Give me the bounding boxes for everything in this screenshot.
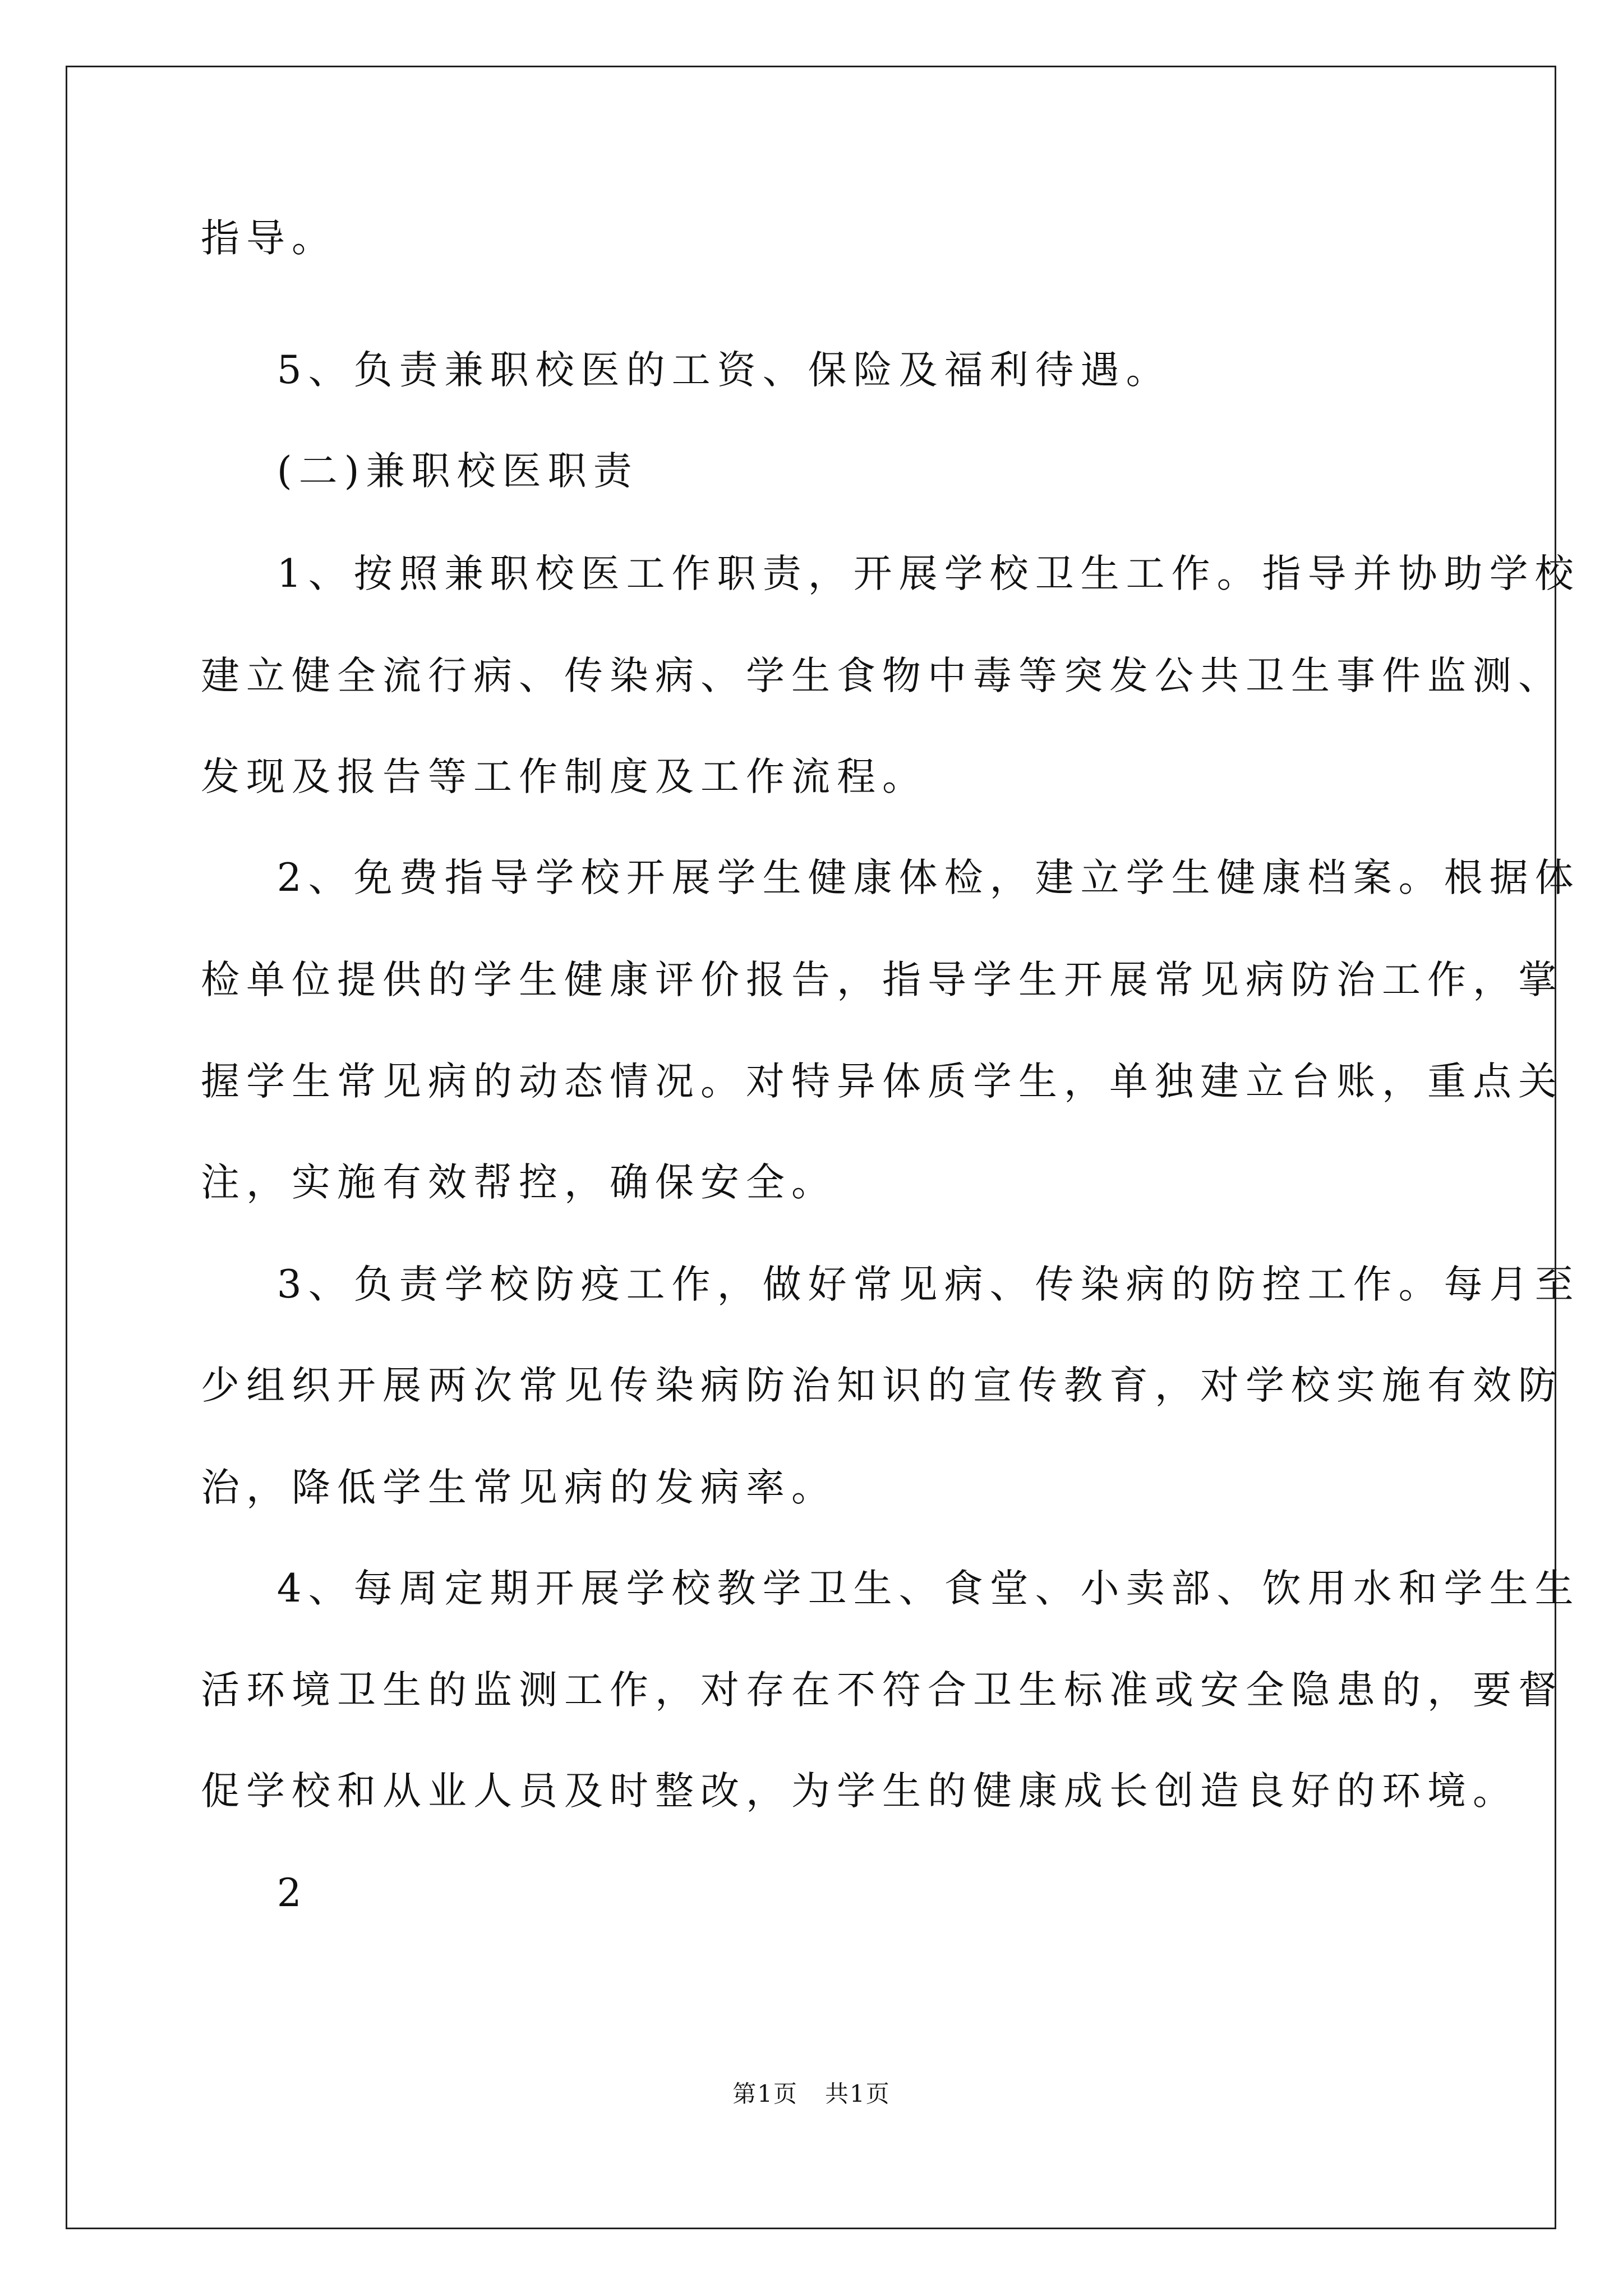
page-number: 第1页 <box>732 2080 798 2108</box>
text-line: 2、免费指导学校开展学生健康体检，建立学生健康档案。根据体 <box>201 855 1580 900</box>
page-total: 共1页 <box>825 2080 891 2108</box>
text-line: 治，降低学生常见病的发病率。 <box>201 1465 837 1510</box>
text-line: 少组织开展两次常见传染病防治知识的宣传教育，对学校实施有效防 <box>201 1363 1564 1408</box>
text-line: 4、每周定期开展学校教学卫生、食堂、小卖部、饮用水和学生生 <box>201 1566 1580 1611</box>
text-line: 5、负责兼职校医的工资、保险及福利待遇。 <box>201 348 1172 393</box>
text-line: 活环境卫生的监测工作，对存在不符合卫生标准或安全隐患的，要督 <box>201 1668 1564 1713</box>
text-line: 指导。 <box>201 216 337 261</box>
text-line: 发现及报告等工作制度及工作流程。 <box>201 754 928 799</box>
text-line: 1、按照兼职校医工作职责，开展学校卫生工作。指导并协助学校 <box>201 551 1580 596</box>
text-line: 握学生常见病的动态情况。对特异体质学生，单独建立台账，重点关 <box>201 1059 1564 1104</box>
text-line: 建立健全流行病、传染病、学生食物中毒等突发公共卫生事件监测、 <box>201 654 1564 698</box>
text-line: 检单位提供的学生健康评价报告，指导学生开展常见病防治工作，掌 <box>201 958 1564 1002</box>
text-line: 促学校和从业人员及时整改，为学生的健康成长创造良好的环境。 <box>201 1769 1518 1814</box>
section-heading: (二)兼职校医职责 <box>201 449 639 494</box>
page-footer <box>0 2080 1623 2108</box>
text-line: 3、负责学校防疫工作，做好常见病、传染病的防控工作。每月至 <box>201 1262 1580 1307</box>
text-line: 2 <box>201 1871 308 1916</box>
text-line: 注，实施有效帮控，确保安全。 <box>201 1160 837 1205</box>
